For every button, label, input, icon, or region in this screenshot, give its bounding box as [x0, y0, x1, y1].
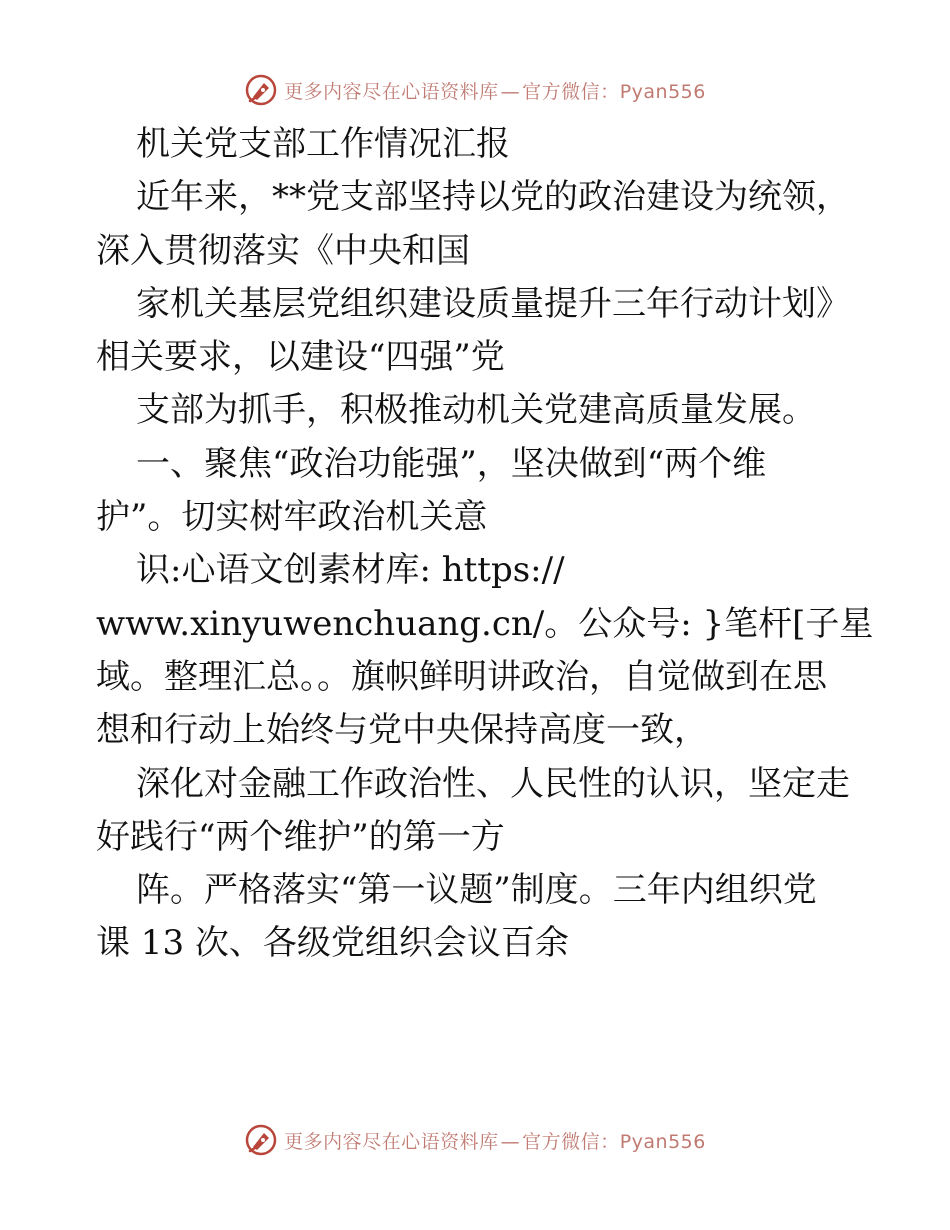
document-line: 一、聚焦“政治功能强”，坚决做到“两个维 [136, 443, 767, 484]
document-line: 相关要求，以建设“四强”党 [96, 337, 505, 378]
watermark-group [244, 73, 706, 107]
document-line: 护”。切实树牢政治机关意 [96, 497, 488, 538]
document-line: www.xinyuwenchuang.cn/。公众号: }笔杆[子星 [96, 603, 874, 644]
header-watermark [0, 70, 950, 110]
watermark-official: 官方微信： [522, 80, 620, 103]
document-body [96, 118, 874, 971]
watermark-text [284, 1127, 706, 1154]
document-line: 域。整理汇总。。旗帜鲜明讲政治，自觉做到在思 [96, 656, 827, 697]
document-line: 想和行动上始终与党中央保持高度一致， [96, 710, 708, 751]
watermark-official: 官方微信： [522, 1130, 620, 1153]
pen-nib-logo-icon [244, 1123, 278, 1157]
document-line: 课 13 次、各级党组织会议百余 [96, 923, 569, 964]
document-line: 深入贯彻落实《中央和国 [96, 230, 470, 271]
pen-nib-logo-icon [244, 73, 278, 107]
watermark-dash: — [500, 1130, 521, 1153]
watermark-account: Pyan556 [619, 1130, 706, 1153]
watermark-dash: — [500, 80, 521, 103]
watermark-text [284, 77, 706, 104]
watermark-group [244, 1123, 706, 1157]
document-line: 好践行“两个维护”的第一方 [96, 816, 505, 857]
document-line: 支部为抓手，积极推动机关党建高质量发展。 [136, 390, 816, 431]
document-line: 近年来，**党支部坚持以党的政治建设为统领， [136, 177, 850, 218]
document-line: 家机关基层党组织建设质量提升三年行动计划》 [136, 283, 850, 324]
watermark-brand: 更多内容尽在心语资料库 [284, 1130, 499, 1153]
document-line: 阵。严格落实“第一议题”制度。三年内组织党 [136, 870, 817, 911]
document-line: 机关党支部工作情况汇报 [136, 124, 510, 164]
watermark-brand: 更多内容尽在心语资料库 [284, 80, 499, 103]
document-line: 识:心语文创素材库: https:// [136, 550, 565, 591]
footer-watermark [0, 1120, 950, 1160]
document-line: 深化对金融工作政治性、人民性的认识，坚定走 [136, 763, 850, 804]
watermark-account: Pyan556 [619, 80, 706, 103]
